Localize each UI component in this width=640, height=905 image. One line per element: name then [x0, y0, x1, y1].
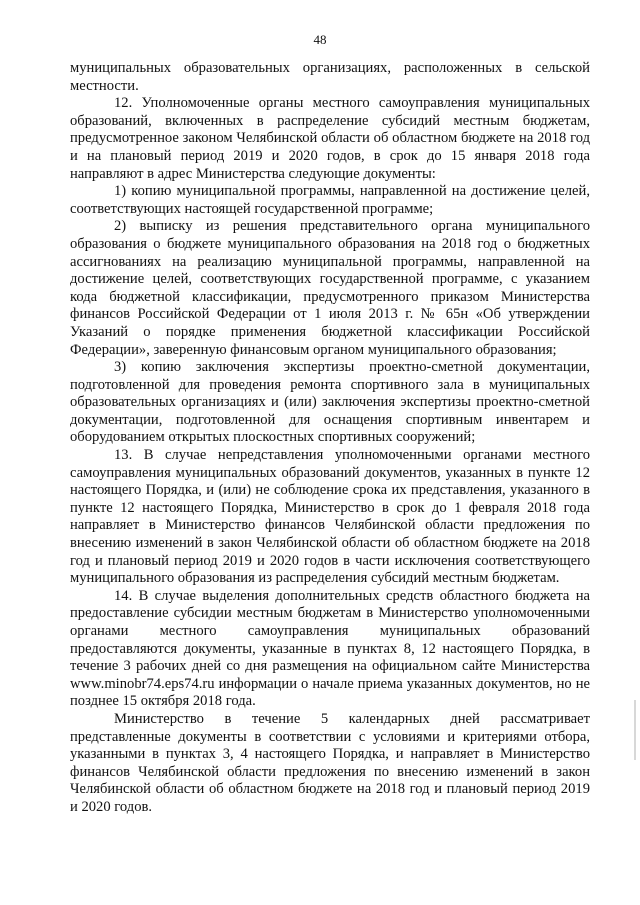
paragraph-subitem-2: 2) выписку из решения представительного органа муниципального образования о бюджете муниципального образования на 2018 год о бюджетных ассигнованиях на реализацию муниципальной программы, направленной на достижение целей, соответствующих государственной программе, с указанием кода бюджетной классификации, предусмотренного приказом Министерства финансов Российской Федерации от 1 июля 2013 г. № 65н «Об утверждении Указаний о порядке применения бюджетной классификации Российской Федерации», заверенную финансовым органом муниципального образования; — [70, 218, 590, 358]
page-number: 48 — [313, 32, 327, 47]
paragraph-item-14: 14. В случае выделения дополнительных средств областного бюджета на предоставление субсидии местным бюджетам в Министерство уполномоченными органами местного самоуправления муниципальных образований предоставляются документы, указанные в пунктах 8, 12 настоящего Порядка, в течение 3 рабочих дней со дня размещения на официальном сайте Министерства www.minobr74.eps74.ru информации о начале приема указанных документов, но не позднее 15 октября 2018 года. — [70, 587, 590, 710]
paragraph-item-13: 13. В случае непредставления уполномоченными органами местного самоуправления муниципальных образований документов, указанных в пункте 12 настоящего Порядка, и (или) не соблюдение срока их представления, указанного в пункте 12 настоящего Порядка, Министерство в срок до 1 февраля 2018 года направляет в Министерство финансов Челябинской области предложения по внесению изменений в закон Челябинской области об областном бюджете на 2018 год и плановый период 2019 и 2020 годов в части исключения соответствующего муниципального образования из распределения субсидий местным бюджетам. — [70, 447, 590, 587]
paragraph-continuation: муниципальных образовательных организациях, расположенных в сельской местности. — [70, 60, 590, 94]
paragraph-subitem-3: 3) копию заключения экспертизы проектно-сметной документации, подготовленной для проведения ремонта спортивного зала в муниципальных образовательных организациях и (или) заключения экспертизы проектно-сметной документации, подготовленной для оснащения спортивным инвентарем и оборудованием открытых плоскостных спортивных сооружений; — [70, 359, 590, 446]
paragraph-subitem-1: 1) копию муниципальной программы, направленной на достижение целей, соответствующих настоящей государственной программе; — [70, 183, 590, 217]
paragraph-ministry-review: Министерство в течение 5 календарных дней рассматривает представленные документы в соответствии с условиями и критериями отбора, указанными в пунктах 3, 4 настоящего Порядка, и направляет в Министерство финансов Челябинской области предложения по внесению изменений в закон Челябинской области об областном бюджете на 2018 год и плановый период 2019 и 2020 годов. — [70, 710, 590, 815]
paragraph-item-12: 12. Уполномоченные органы местного самоуправления муниципальных образований, включенных в распределение субсидий местным бюджетам, предусмотренное законом Челябинской области об областном бюджете на 2018 год и на плановый период 2019 и 2020 годов, в срок до 15 января 2018 года направляют в адрес Министерства следующие документы: — [70, 95, 590, 182]
document-body — [70, 60, 590, 817]
scan-edge-mark — [634, 700, 636, 760]
